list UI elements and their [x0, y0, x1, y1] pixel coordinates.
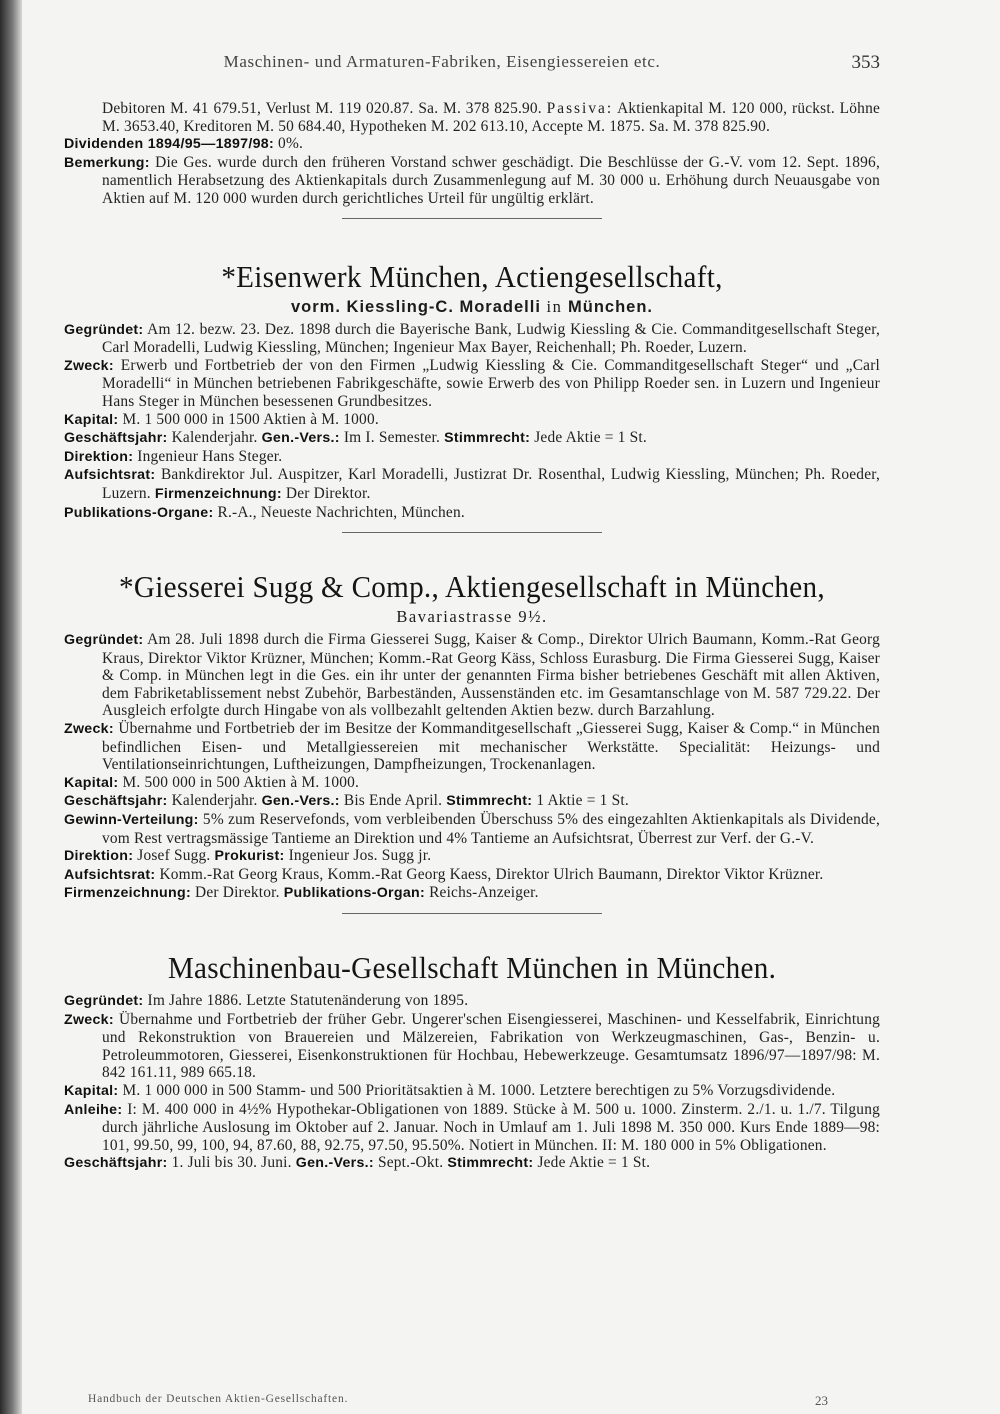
direktion-label: Direktion:: [64, 448, 134, 465]
kapital-label: Kapital:: [64, 1082, 119, 1099]
running-head: Maschinen- und Armaturen-Fabriken, Eisengiessereien etc.: [223, 52, 661, 71]
anleihe-label: Anleihe:: [64, 1101, 123, 1118]
kapital-text: M. 500 000 in 500 Aktien à M. 1000.: [118, 773, 360, 791]
stimmrecht-text: Jede Aktie = 1 St.: [533, 1154, 651, 1172]
company-title: Maschinenbau-Gesellschaft München in München.: [167, 950, 777, 985]
prokurist-text: Ingenieur Jos. Sugg jr.: [284, 847, 432, 865]
page-header: [64, 52, 880, 76]
company-giesserei-sugg: [64, 569, 880, 914]
company-maschinenbau: [64, 950, 880, 1173]
gegruendet-text: Am 12. bezw. 23. Dez. 1898 durch die Bayerische Bank, Ludwig Kiessling & Cie. Commanditgesellschaft Steger, Carl Moradelli, Ludwig Kiessling, München; Ingenieur Max Bayer, Reichenhall; Ph. Roeder, Luzern.: [102, 320, 880, 357]
gegruendet-text: Im Jahre 1886. Letzte Statutenänderung von 1895.: [143, 992, 469, 1009]
company-title: *Giesserei Sugg & Comp., Aktiengesellschaft in München,: [119, 569, 825, 605]
zweck-entry: [64, 720, 880, 774]
aufsichtsrat-label: Aufsichtsrat:: [64, 866, 156, 883]
firmenzeichnung-entry: [64, 884, 880, 903]
aufsichtsrat-entry: [64, 866, 880, 885]
aufsichtsrat-text: Bankdirektor Jul. Auspitzer, Karl Moradelli, Justizrat Dr. Rosenthal, Ludwig Kiessling, München; Ph. Roeder, Luzern.: [102, 466, 880, 502]
aufsichtsrat-text: Komm.-Rat Georg Kraus, Komm.-Rat Georg Kaess, Direktor Ulrich Baumann, Direktor Viktor Krüzner.: [155, 865, 824, 883]
genvers-text: Sept.-Okt.: [373, 1154, 448, 1172]
publikation-label: Publikations-Organe:: [64, 504, 214, 521]
company-address: Bavariastrasse 9½.: [396, 607, 548, 627]
firmenzeichnung-label: Firmenzeichnung:: [154, 485, 282, 502]
page-number: 353: [851, 52, 880, 73]
stimmrecht-label: Stimmrecht:: [447, 1155, 534, 1172]
zweck-label: Zweck:: [64, 1011, 114, 1028]
publikation-label: Publikations-Organ:: [283, 885, 426, 902]
aufsichtsrat-entry: [64, 466, 880, 503]
direktion-entry: [64, 448, 880, 467]
direktion-text: Ingenieur Hans Steger.: [133, 447, 283, 465]
prokurist-label: Prokurist:: [214, 848, 285, 865]
balance-sheet-text: [64, 100, 880, 135]
page-footer: [88, 1393, 828, 1409]
page-content: [64, 100, 880, 1173]
gegruendet-label: Gegründet:: [64, 321, 144, 338]
anleihe-text: I: M. 400 000 in 4½% Hypothekar-Obligationen von 1889. Stücke à M. 500 u. 1000. Zinsterm. 2./1. u. 1./7. Tilgung durch jährliche Auslosung im Oktober auf 2. Januar. Noch in Umlauf am 1. Juli 1898 M. 350 000. Kurs Ende 1889—98: 101, 99.50, 99, 100, 94, 87.60, 88, 92.75, 97.50, 95.50%. Notiert in München. II: M. 180 000 in 5% Obligationen.: [102, 1100, 880, 1154]
subtitle-prefix: vorm.: [290, 297, 341, 316]
kapital-entry: [64, 411, 880, 430]
bemerkung-label: Bemerkung:: [64, 154, 150, 171]
zweck-entry: [64, 1011, 880, 1082]
bemerkung-text: Die Ges. wurde durch den früheren Vorstand schwer geschädigt. Die Beschlüsse der G.-V. vom 12. Sept. 1896, namentlich Herabsetzung des Aktienkapitals durch Zusammenlegung auf M. 30 000 u. Erhöhung durch Neuausgabe von Aktien auf M. 120 000 wurden durch gerichtliches Urteil für ungültig erklärt.: [102, 153, 880, 207]
publikation-text: R.-A., Neueste Nachrichten, München.: [213, 503, 465, 521]
genvers-label: Gen.-Vers.:: [261, 430, 340, 447]
gegruendet-entry: [64, 321, 880, 357]
anleihe-entry: [64, 1101, 880, 1155]
kapital-label: Kapital:: [64, 411, 119, 428]
aufsichtsrat-label: Aufsichtsrat:: [64, 467, 156, 484]
gewinn-text: 5% zum Reservefonds, vom verbleibenden Überschuss 5% des eingezahlten Aktienkapitals als Dividende, vom Rest vertragsmässige Tantieme an Direktion und 4% Tantieme an Aufsichtsrat, Überrest zur Verf. der G.-V.: [102, 811, 880, 847]
subtitle-city: München.: [568, 297, 654, 316]
book-title: Handbuch der Deutschen Aktien-Gesellschaften.: [88, 1393, 349, 1405]
kapital-entry: [64, 1082, 880, 1101]
geschaeftsjahr-text: Kalenderjahr.: [167, 792, 262, 810]
dividenden-entry: [64, 135, 880, 154]
geschaeftsjahr-text: 1. Juli bis 30. Juni.: [167, 1154, 296, 1172]
gewinn-label: Gewinn-Verteilung:: [64, 812, 199, 829]
company-eisenwerk: [64, 259, 880, 534]
geschaeftsjahr-label: Geschäftsjahr:: [64, 793, 168, 810]
section-divider: [342, 218, 602, 219]
bemerkung-entry: [64, 154, 880, 208]
gegruendet-label: Gegründet:: [64, 632, 144, 649]
gegruendet-label: Gegründet:: [64, 993, 144, 1009]
genvers-text: Bis Ende April.: [339, 792, 447, 810]
section-divider: [342, 532, 602, 533]
genvers-text: Im I. Semester.: [339, 429, 445, 447]
geschaeftsjahr-entry: [64, 792, 880, 811]
zweck-text: Übernahme und Fortbetrieb der früher Gebr. Ungerer'schen Eisengiesserei, Maschinen- und Kesselfabrik, Einrichtung und Rekonstruktion von Brauereien und Mälzereien, Fabrikation von Werkzeugmaschinen, Gas-, Benzin- u. Petroleummotoren, Giesserei, Eisenkonstruktionen für Hochbau, Hebewerkzeuge. Gesamtumsatz 1896/97—1897/98: M. 842 161.11, 989 665.18.: [102, 1010, 880, 1082]
subtitle-in: in: [546, 296, 563, 316]
gewinn-verteilung-entry: [64, 811, 880, 847]
gegruendet-entry: [64, 631, 880, 720]
firmenzeichnung-text: Der Direktor.: [281, 484, 371, 502]
firmenzeichnung-text: Der Direktor.: [190, 884, 284, 902]
firmenzeichnung-label: Firmenzeichnung:: [64, 885, 191, 902]
company-title: *Eisenwerk München, Actiengesellschaft,: [221, 258, 723, 294]
stimmrecht-text: 1 Aktie = 1 St.: [532, 792, 629, 810]
genvers-label: Gen.-Vers.:: [295, 1155, 374, 1172]
genvers-label: Gen.-Vers.:: [261, 793, 340, 810]
kapital-text: M. 1 000 000 in 500 Stamm- und 500 Prioritätsaktien à M. 1000. Letztere berechtigen zu 5% Vorzugsdividende.: [118, 1081, 836, 1099]
passiva-text: Aktienkapital M. 120 000, rückst. Löhne M. 3653.40, Kreditoren M. 50 684.40, Hypotheken M. 202 613.10, Accepte M. 1875. Sa. M. 378 825.90.: [102, 100, 881, 135]
gegruendet-entry: [64, 992, 880, 1011]
geschaeftsjahr-entry: [64, 429, 880, 448]
company-subtitle: [64, 297, 880, 317]
direktion-label: Direktion:: [64, 848, 134, 865]
publikation-entry: [64, 504, 880, 523]
zweck-entry: [64, 357, 880, 411]
section-divider: [342, 913, 602, 914]
direktion-entry: [64, 847, 880, 866]
zweck-text: Übernahme und Fortbetrieb der im Besitze der Kommanditgesellschaft „Giesserei Sugg, Kaiser & Comp.“ in München befindlichen Eisen- und Metallgiessereien mit mechanischer Werkstätte. Specialität: Heizungs- und Ventilationseinrichtungen, Luftheizungen, Dampfheizungen, Trockenanlagen.: [102, 720, 880, 774]
zweck-label: Zweck:: [64, 721, 114, 738]
passiva-label: Passiva:: [546, 100, 614, 117]
dividenden-label: Dividenden 1894/95—1897/98:: [64, 136, 274, 153]
stimmrecht-label: Stimmrecht:: [446, 793, 533, 810]
continued-entry: [64, 100, 880, 219]
dividenden-text: 0%.: [274, 135, 304, 153]
kapital-label: Kapital:: [64, 774, 119, 791]
stimmrecht-text: Jede Aktie = 1 St.: [530, 429, 647, 447]
kapital-text: M. 1 500 000 in 1500 Aktien à M. 1000.: [118, 410, 379, 428]
sheet-signature: 23: [815, 1393, 828, 1408]
direktion-text: Josef Sugg.: [133, 847, 215, 865]
stimmrecht-label: Stimmrecht:: [444, 430, 531, 447]
geschaeftsjahr-text: Kalenderjahr.: [167, 429, 262, 447]
zweck-text: Erwerb und Fortbetrieb der von den Firmen „Ludwig Kiessling & Cie. Commanditgesellschaft Steger“ und „Carl Moradelli“ in München betriebenen Fabrikgeschäfte, sowie Erwerb des von Philipp Roeder sen. in Luzern und Ingenieur Hans Steger in München besessenen Grundbesitzes.: [102, 356, 880, 410]
kapital-entry: [64, 774, 880, 793]
publikation-text: Reichs-Anzeiger.: [425, 884, 539, 902]
subtitle-name: Kiessling-C. Moradelli: [346, 297, 541, 316]
geschaeftsjahr-label: Geschäftsjahr:: [64, 1155, 168, 1172]
book-page: [64, 0, 880, 1414]
zweck-label: Zweck:: [64, 357, 114, 374]
geschaeftsjahr-label: Geschäftsjahr:: [64, 430, 168, 447]
book-binding-edge: [0, 0, 22, 1414]
gegruendet-text: Am 28. Juli 1898 durch die Firma Giesserei Sugg, Kaiser & Comp., Direktor Ulrich Baumann, Komm.-Rat Georg Kraus, Direktor Viktor Krüzner, München; Komm.-Rat Georg Käss, Schloss Eurasburg. Die Firma Giesserei Sugg, Kaiser & Comp. in München legt in die Ges. ein ihr unter der genannten Firma bisher betriebenes Geschäft mit allen Aktiven, dem Fabriketablissement nebst Zubehör, Barbeständen, Aussenständen etc. im Gesamtanschlage von M. 587 729.22. Der Ausgleich erfolgte durch Hingabe von als vollbezahlt geltenden Aktien bezw. durch Barzahlung.: [102, 631, 880, 720]
geschaeftsjahr-entry: [64, 1154, 880, 1173]
debitoren-text: Debitoren M. 41 679.51, Verlust M. 119 020.87. Sa. M. 378 825.90.: [102, 100, 547, 117]
